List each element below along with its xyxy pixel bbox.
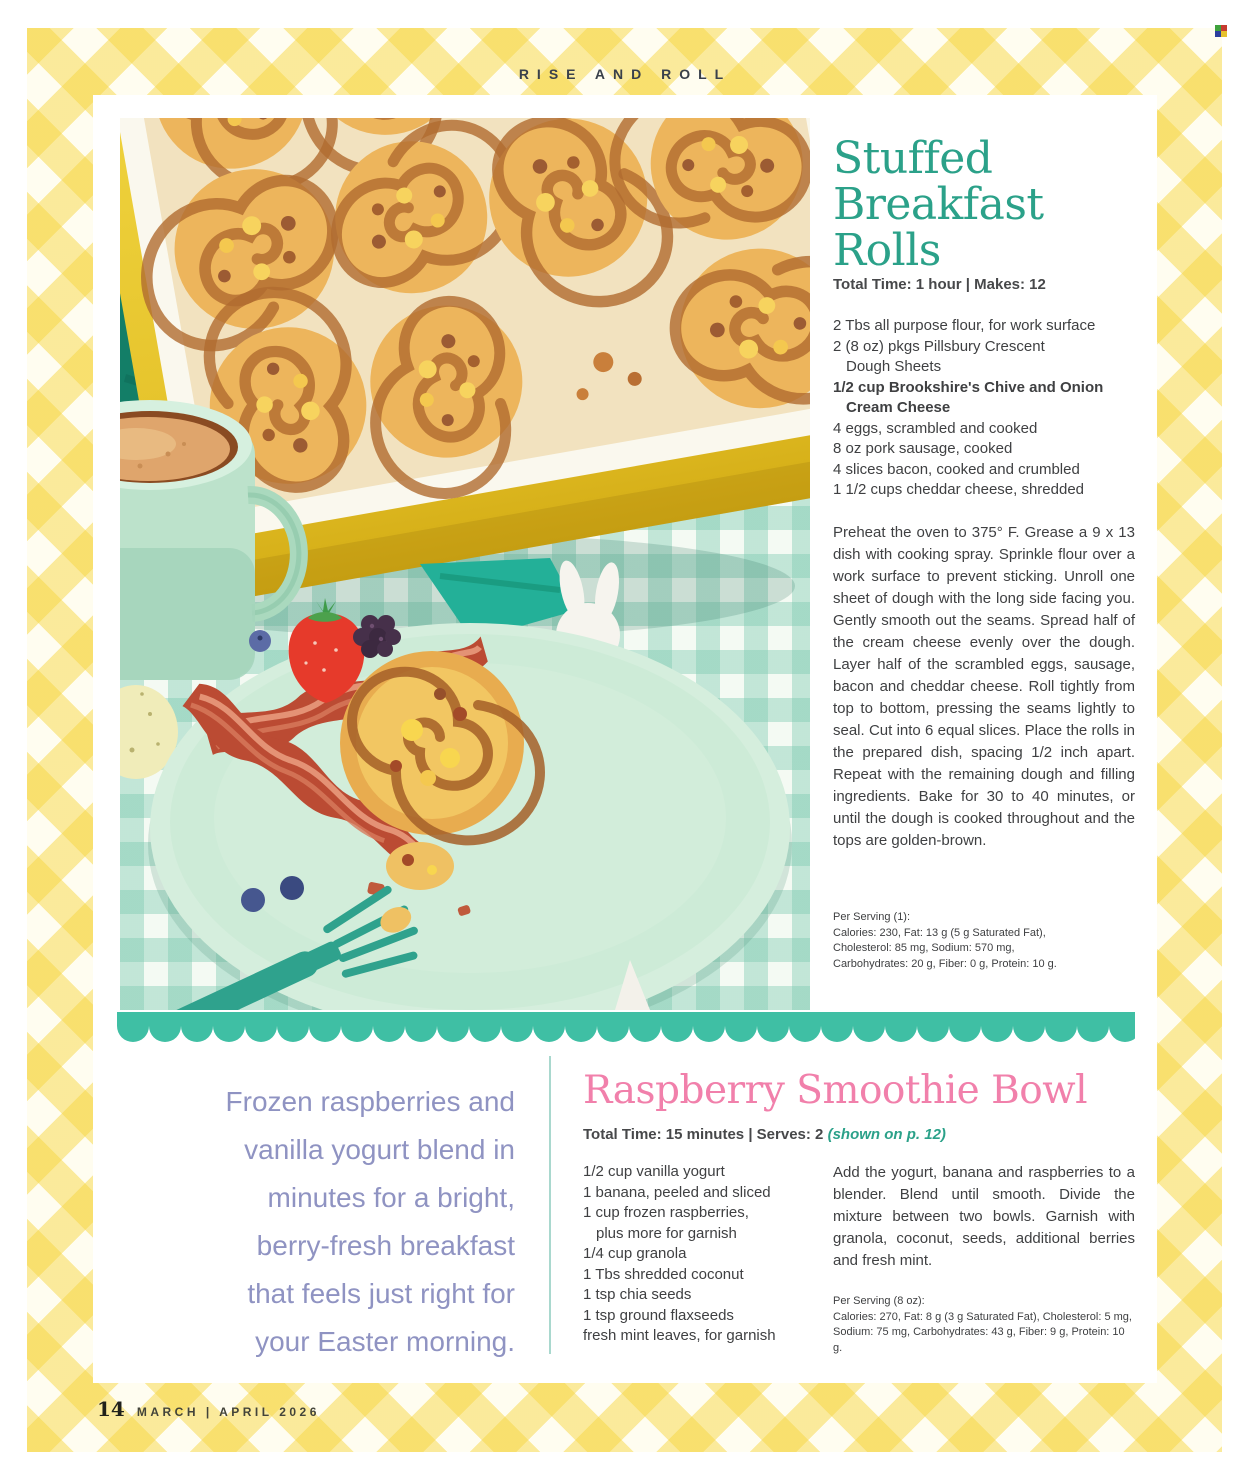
ingredient-line: fresh mint leaves, for garnish [583, 1327, 776, 1344]
ingredient-line: Dough Sheets [846, 358, 942, 375]
blueberry [249, 630, 271, 652]
rolls-recipe-meta: Total Time: 1 hour | Makes: 12 [833, 276, 1046, 293]
rolls-recipe-title [833, 133, 1135, 276]
rolls-ingredient-list [833, 316, 1135, 501]
title-line: Stuffed [833, 133, 993, 184]
page-footer [97, 1397, 320, 1421]
nutrition-line: Per Serving (8 oz): [833, 1295, 925, 1307]
ingredient-line: 1 Tbs shredded coconut [583, 1265, 744, 1283]
ingredient-line: 4 eggs, scrambled and cooked [833, 419, 1038, 437]
pull-quote [95, 1078, 515, 1366]
ingredient-line: 1 cup frozen raspberries, [583, 1204, 749, 1221]
nutrition-line: Calories: 270, Fat: 8 g (3 g Saturated Fat), Cholesterol: 5 mg, [833, 1310, 1132, 1323]
pull-quote-line: your Easter morning. [255, 1326, 515, 1357]
nutrition-line: Calories: 230, Fat: 13 g (5 g Saturated Fat), [833, 926, 1046, 939]
rolls-nutrition [833, 910, 1135, 972]
nutrition-line: Carbohydrates: 20 g, Fiber: 0 g, Protein: 10 g. [833, 957, 1057, 970]
ingredient-line: 1 tsp chia seeds [583, 1286, 692, 1303]
section-kicker: RISE AND ROLL [518, 66, 732, 82]
ingredient-line: 4 slices bacon, cooked and crumbled [833, 460, 1080, 478]
ingredient-line: 1 tsp ground flaxseeds [583, 1306, 734, 1324]
recipe-photo-illustration [120, 118, 810, 1010]
ingredient-line: 1/4 cup granola [583, 1245, 687, 1262]
smoothie-recipe-title: Raspberry Smoothie Bowl [583, 1068, 1088, 1113]
color-mark-icon [1215, 25, 1227, 37]
smoothie-meta-note: (shown on p. 12) [827, 1126, 946, 1143]
rolls-directions: Preheat the oven to 375° F. Grease a 9 x 13 dish with cooking spray. Sprinkle flour over a work surface to prevent sticking. Unroll one sheet of dough with the long side facing you. Gently smooth out the seams. Spread half of the cream cheese evenly over the dough. Layer half of the scrambled eggs, sausage, bacon and cheddar cheese. Roll tightly from top to bottom, pressing the seams lightly to seal. Cut into 6 equal slices. Place the rolls in the prepared dish, spacing 1/2 inch apart. Repeat with the remaining dough and filling ingredients. Bake for 30 to 40 minutes, or until the dough is cooked throughout and the tops are golden-brown. [833, 524, 1135, 849]
issue-label: MARCH | APRIL 2026 [136, 1405, 320, 1419]
nutrition-line: Cholesterol: 85 mg, Sodium: 570 mg, [833, 942, 1015, 954]
smoothie-ingredient-list [583, 1162, 828, 1347]
ingredient-line: 2 Tbs all purpose flour, for work surface [833, 317, 1096, 334]
pull-quote-line: minutes for a bright, [267, 1182, 515, 1213]
ingredient-line: 1 banana, peeled and sliced [583, 1183, 771, 1201]
nutrition-line: Sodium: 75 mg, Carbohydrates: 43 g, Fiber: 9 g, Protein: 10 g. [833, 1326, 1125, 1354]
ingredient-line: 1/2 cup vanilla yogurt [583, 1163, 725, 1180]
ingredient-line: plus more for garnish [596, 1224, 737, 1242]
nutrition-line: Per Serving (1): [833, 911, 911, 923]
ingredient-line: 8 oz pork sausage, cooked [833, 440, 1013, 457]
pull-quote-line: vanilla yogurt blend in [244, 1134, 515, 1165]
ingredient-line: 2 (8 oz) pkgs Pillsbury Crescent [833, 337, 1045, 355]
blueberry [280, 876, 304, 900]
column-divider [549, 1056, 551, 1354]
title-line: Rolls [833, 225, 941, 276]
title-line: Breakfast [833, 179, 1044, 230]
smoothie-recipe-meta [583, 1126, 946, 1143]
smoothie-recipe [583, 1040, 1135, 1370]
ingredient-line: 1 1/2 cups cheddar cheese, shredded [833, 481, 1085, 498]
smoothie-nutrition [833, 1294, 1135, 1356]
pull-quote-line: berry-fresh breakfast [256, 1230, 515, 1261]
rolls-recipe [833, 0, 1135, 1012]
pull-quote-line: that feels just right for [247, 1278, 515, 1309]
blueberry-crown [258, 636, 263, 641]
ingredient-line: 1/2 cup Brookshire's Chive and Onion [833, 378, 1104, 396]
recipe-photo [120, 118, 810, 1010]
pull-quote-line: Frozen raspberries and [225, 1086, 515, 1117]
page-number: 14 [97, 1397, 125, 1421]
color-mark-quadrant [1221, 31, 1227, 37]
blueberry [241, 888, 265, 912]
smoothie-meta-text: Total Time: 15 minutes | Serves: 2 [583, 1126, 824, 1143]
ingredient-line: Cream Cheese [846, 399, 951, 416]
smoothie-directions: Add the yogurt, banana and raspberries to a blender. Blend until smooth. Divide the mixture between two bowls. Garnish with granola, coconut, seeds, additional berries and fresh mint. [833, 1164, 1135, 1269]
